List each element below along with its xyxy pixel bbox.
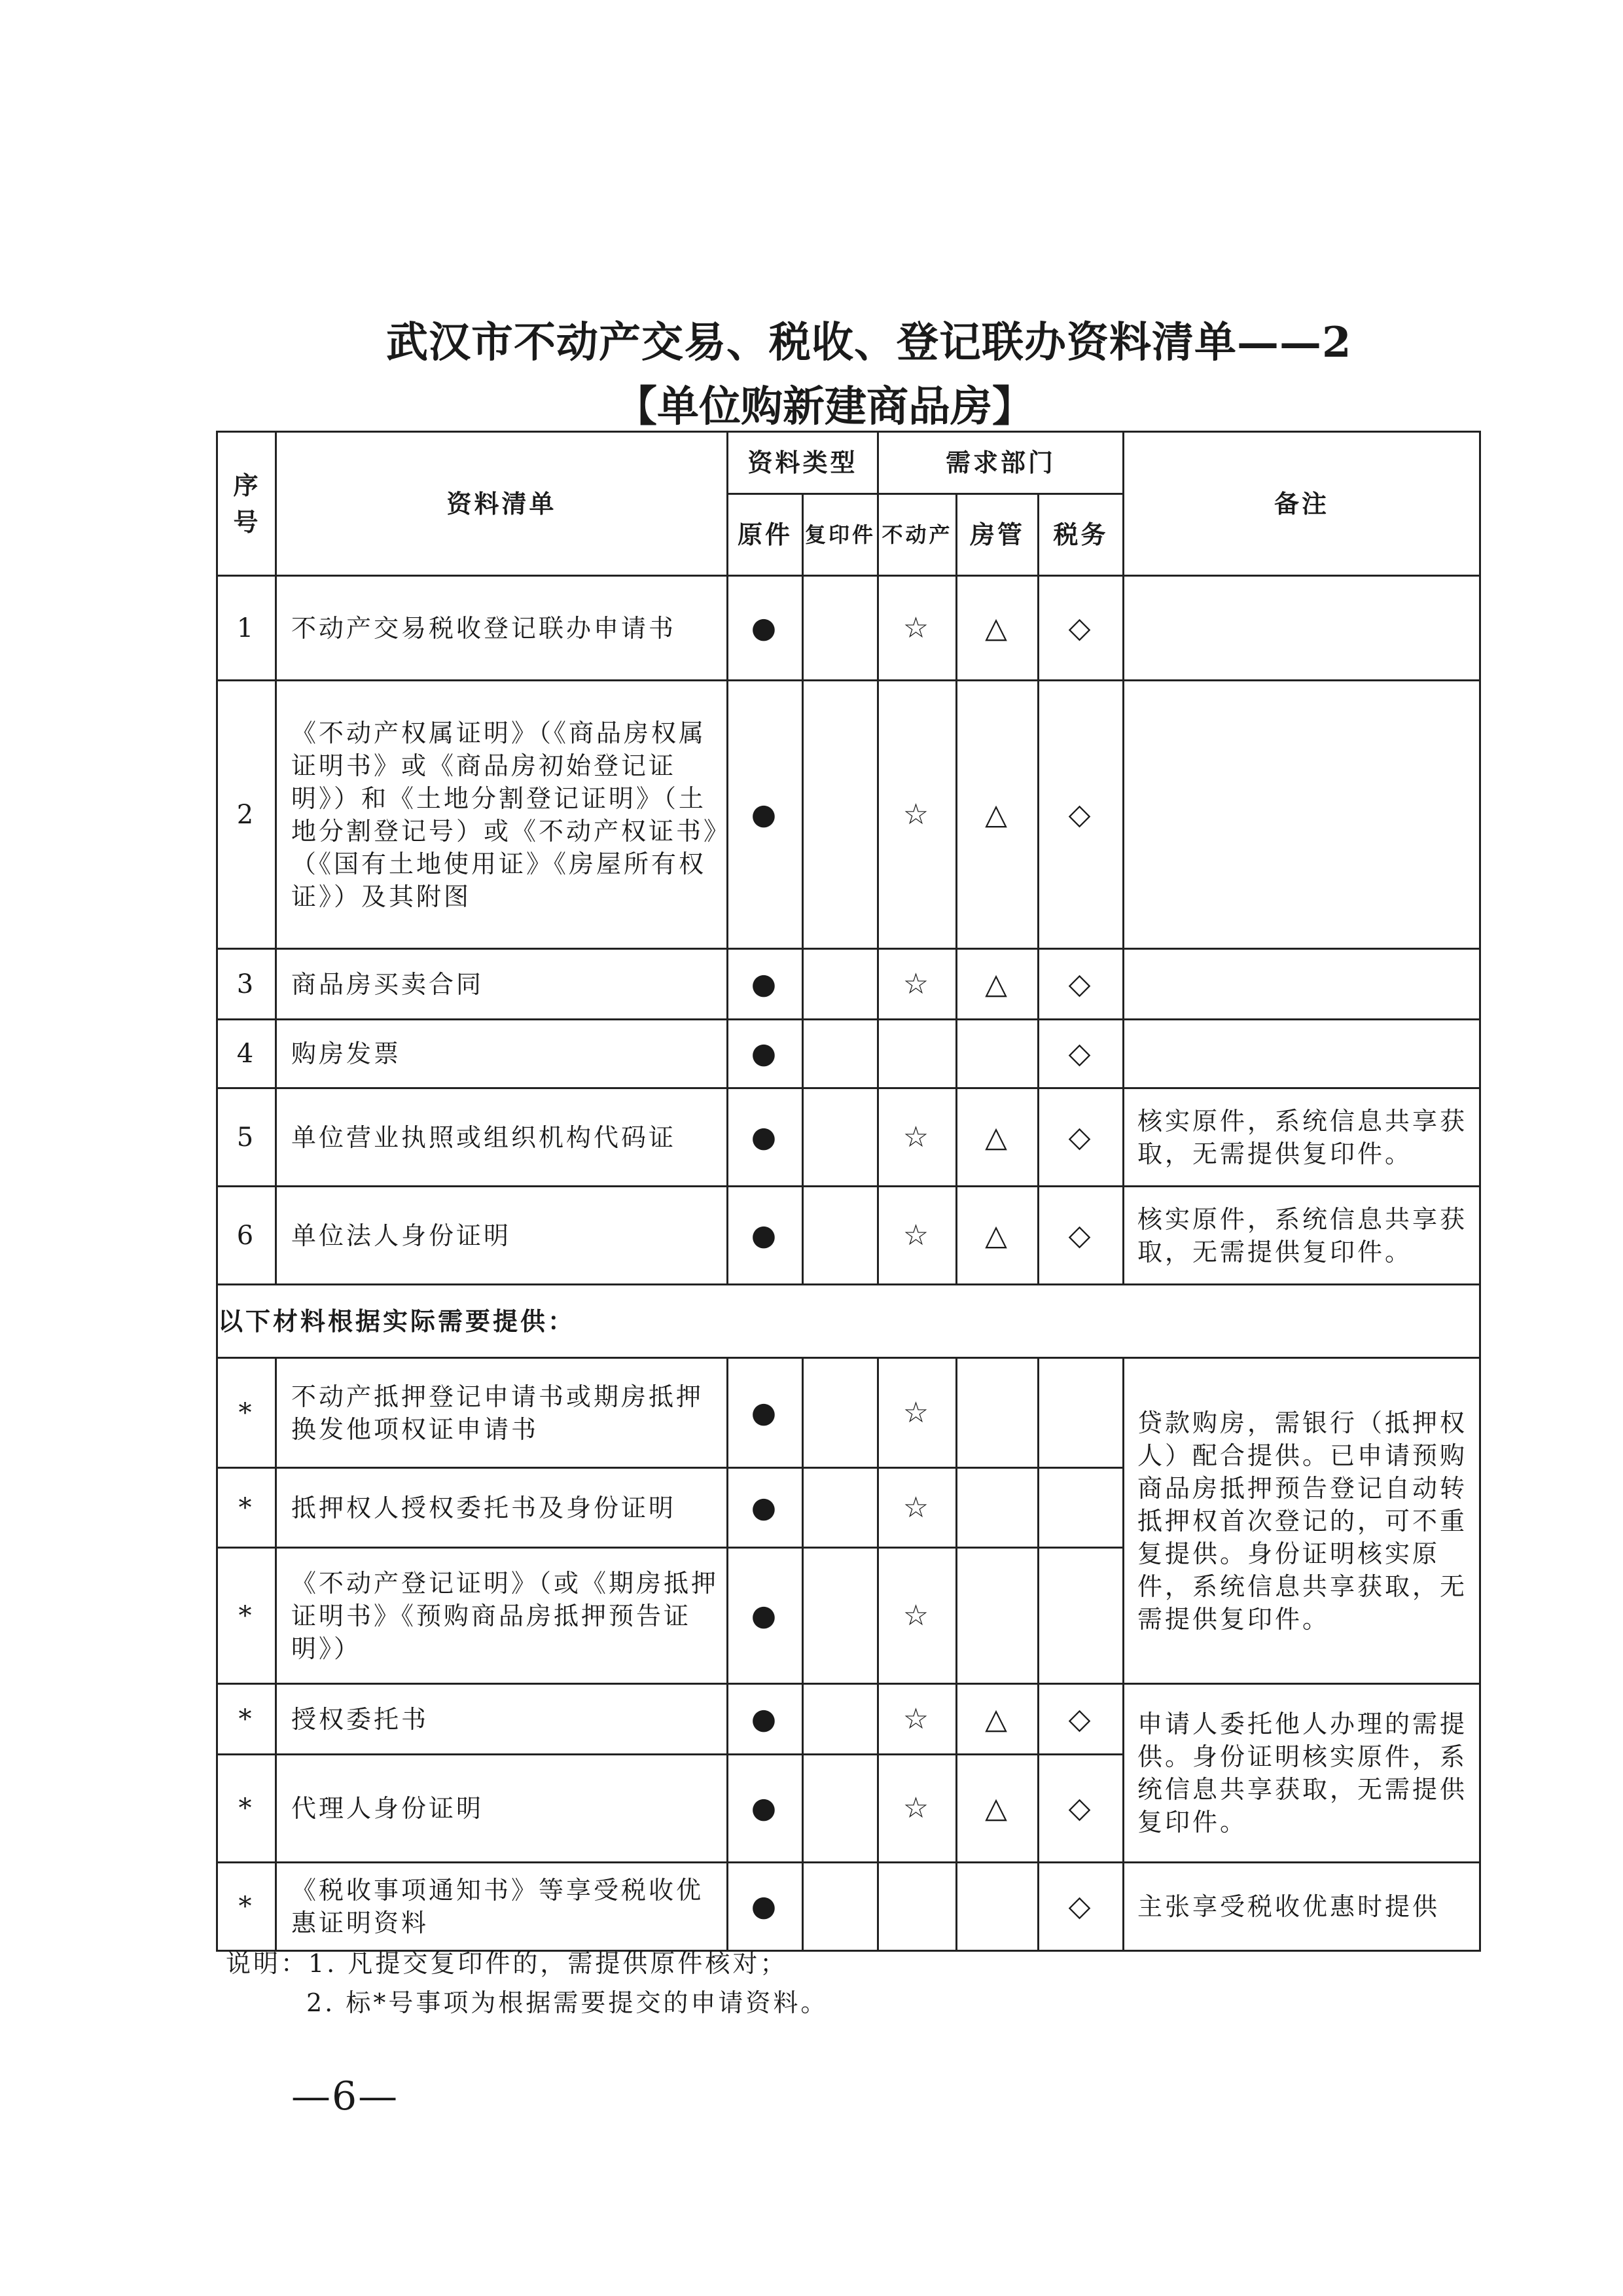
row-remark — [1124, 576, 1480, 681]
tax-mark: ◇ — [1039, 1863, 1124, 1951]
footnote-line-2: 2. 标*号事项为根据需要提交的申请资料。 — [306, 1988, 829, 2017]
row-description: 代理人身份证明 — [276, 1755, 728, 1863]
tax-mark: ◇ — [1039, 576, 1124, 681]
footnotes — [226, 1944, 828, 2022]
row-number: * — [217, 1548, 276, 1684]
row-remark — [1124, 681, 1480, 949]
table-row — [217, 1684, 1480, 1755]
copy-mark — [803, 576, 878, 681]
header-remark: 备注 — [1124, 432, 1480, 576]
tax-mark — [1039, 1358, 1124, 1468]
original-mark: ● — [728, 1187, 803, 1285]
original-mark: ● — [728, 681, 803, 949]
row-number: * — [217, 1358, 276, 1468]
row-number: 2 — [217, 681, 276, 949]
original-mark: ● — [728, 1684, 803, 1755]
row-remark: 核实原件，系统信息共享获取，无需提供复印件。 — [1124, 1187, 1480, 1285]
realestate-mark — [878, 1863, 957, 1951]
tax-benefit-remark: 主张享受税收优惠时提供 — [1124, 1863, 1480, 1951]
tax-mark: ◇ — [1039, 1187, 1124, 1285]
header-realestate: 不动产 — [878, 494, 957, 576]
housing-mark: △ — [957, 1088, 1039, 1187]
realestate-mark: ☆ — [878, 1187, 957, 1285]
row-number: * — [217, 1755, 276, 1863]
row-number: * — [217, 1863, 276, 1951]
row-description: 单位法人身份证明 — [276, 1187, 728, 1285]
table-row — [217, 1088, 1480, 1187]
row-number: 1 — [217, 576, 276, 681]
row-description: 购房发票 — [276, 1020, 728, 1088]
original-mark: ● — [728, 1088, 803, 1187]
realestate-mark: ☆ — [878, 1684, 957, 1755]
original-mark: ● — [728, 1020, 803, 1088]
housing-mark — [957, 1548, 1039, 1684]
realestate-mark — [878, 1020, 957, 1088]
section-row — [217, 1285, 1480, 1358]
original-mark: ● — [728, 1863, 803, 1951]
copy-mark — [803, 1468, 878, 1548]
realestate-mark: ☆ — [878, 576, 957, 681]
housing-mark: △ — [957, 1755, 1039, 1863]
header-list: 资料清单 — [276, 432, 728, 576]
original-mark: ● — [728, 1358, 803, 1468]
table-row — [217, 949, 1480, 1020]
original-mark: ● — [728, 576, 803, 681]
realestate-mark: ☆ — [878, 949, 957, 1020]
housing-mark: △ — [957, 949, 1039, 1020]
row-number: 4 — [217, 1020, 276, 1088]
tax-mark: ◇ — [1039, 1755, 1124, 1863]
row-description: 商品房买卖合同 — [276, 949, 728, 1020]
original-mark: ● — [728, 949, 803, 1020]
header-seq: 序号 — [217, 432, 276, 576]
tax-mark: ◇ — [1039, 1020, 1124, 1088]
tax-mark: ◇ — [1039, 949, 1124, 1020]
table-row — [217, 1863, 1480, 1951]
row-description: 不动产交易税收登记联办申请书 — [276, 576, 728, 681]
copy-mark — [803, 1020, 878, 1088]
housing-mark — [957, 1020, 1039, 1088]
row-description: 《不动产登记证明》（或《期房抵押证明书》《预购商品房抵押预告证明》） — [276, 1548, 728, 1684]
realestate-mark: ☆ — [878, 1358, 957, 1468]
housing-mark — [957, 1863, 1039, 1951]
optional-section-label: 以下材料根据实际需要提供： — [217, 1285, 1480, 1358]
housing-mark — [957, 1358, 1039, 1468]
table-row — [217, 1358, 1480, 1468]
row-number: 6 — [217, 1187, 276, 1285]
row-description: 《税收事项通知书》等享受税收优惠证明资料 — [276, 1863, 728, 1951]
copy-mark — [803, 681, 878, 949]
row-description: 单位营业执照或组织机构代码证 — [276, 1088, 728, 1187]
housing-mark — [957, 1468, 1039, 1548]
row-remark: 核实原件，系统信息共享获取，无需提供复印件。 — [1124, 1088, 1480, 1187]
document-title: 武汉市不动产交易、税收、登记联办资料清单——2 — [386, 318, 1352, 367]
header-tax: 税务 — [1039, 494, 1124, 576]
row-number: * — [217, 1684, 276, 1755]
housing-mark: △ — [957, 1684, 1039, 1755]
header-copy: 复印件 — [803, 494, 878, 576]
copy-mark — [803, 1088, 878, 1187]
original-mark: ● — [728, 1548, 803, 1684]
copy-mark — [803, 1684, 878, 1755]
materials-table — [216, 431, 1481, 1952]
original-mark: ● — [728, 1755, 803, 1863]
header-material-type: 资料类型 — [728, 432, 878, 494]
row-remark — [1124, 949, 1480, 1020]
header-original: 原件 — [728, 494, 803, 576]
tax-mark — [1039, 1548, 1124, 1684]
row-number: 3 — [217, 949, 276, 1020]
footnote-line-1: 说明：1. 凡提交复印件的，需提供原件核对； — [226, 1949, 788, 1978]
row-description: 《不动产权属证明》（《商品房权属证明书》或《商品房初始登记证明》）和《土地分割登记证明》（土地分割登记号）或《不动产权证书》（《国有土地使用证》《房屋所有权证》）及其附图 — [276, 681, 728, 949]
housing-mark: △ — [957, 1187, 1039, 1285]
row-description: 不动产抵押登记申请书或期房抵押换发他项权证申请书 — [276, 1358, 728, 1468]
row-remark — [1124, 1020, 1480, 1088]
housing-mark: △ — [957, 576, 1039, 681]
tax-mark: ◇ — [1039, 1088, 1124, 1187]
realestate-mark: ☆ — [878, 1088, 957, 1187]
housing-mark: △ — [957, 681, 1039, 949]
realestate-mark: ☆ — [878, 1468, 957, 1548]
row-description: 授权委托书 — [276, 1684, 728, 1755]
realestate-mark: ☆ — [878, 1548, 957, 1684]
tax-mark: ◇ — [1039, 681, 1124, 949]
header-departments: 需求部门 — [878, 432, 1124, 494]
header-housing: 房管 — [957, 494, 1039, 576]
copy-mark — [803, 1358, 878, 1468]
copy-mark — [803, 1863, 878, 1951]
mortgage-remark: 贷款购房，需银行（抵押权人）配合提供。已申请预购商品房抵押预告登记自动转抵押权首次登记的，可不重复提供。身份证明核实原件，系统信息共享获取，无需提供复印件。 — [1124, 1358, 1480, 1684]
copy-mark — [803, 1755, 878, 1863]
copy-mark — [803, 1187, 878, 1285]
row-number: * — [217, 1468, 276, 1548]
tax-mark — [1039, 1468, 1124, 1548]
realestate-mark: ☆ — [878, 1755, 957, 1863]
page-number: —6— — [291, 2073, 399, 2119]
tax-mark: ◇ — [1039, 1684, 1124, 1755]
agent-remark: 申请人委托他人办理的需提供。身份证明核实原件，系统信息共享获取，无需提供复印件。 — [1124, 1684, 1480, 1863]
realestate-mark: ☆ — [878, 681, 957, 949]
row-number: 5 — [217, 1088, 276, 1187]
table-header-row — [217, 432, 1480, 494]
original-mark: ● — [728, 1468, 803, 1548]
row-description: 抵押权人授权委托书及身份证明 — [276, 1468, 728, 1548]
table-row — [217, 576, 1480, 681]
table-row — [217, 1020, 1480, 1088]
table-row — [217, 681, 1480, 949]
table-row — [217, 1187, 1480, 1285]
copy-mark — [803, 1548, 878, 1684]
document-subtitle: 【单位购新建商品房】 — [615, 382, 1034, 431]
copy-mark — [803, 949, 878, 1020]
